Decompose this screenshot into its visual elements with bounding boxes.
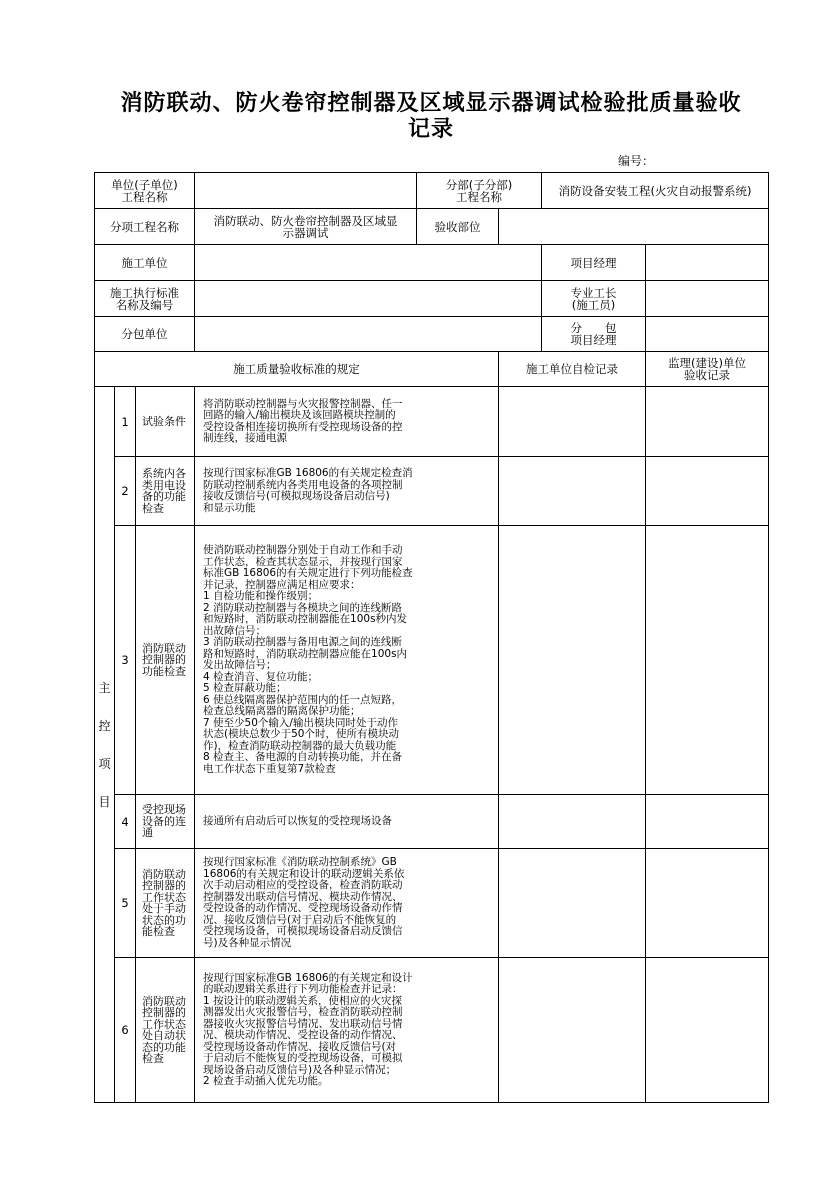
row-description: 按现行国家标准GB 16806的有关规定检查消 防联动控制系统内各类用电设备的各项控制 接收反馈信号(可模拟现场设备启动信号) 和显示功能: [195, 457, 499, 526]
row-description: 将消防联动控制器与火灾报警控制器、任一 回路的输入/输出模块及该回路模块控制的 受控设备相连接切换所有受控现场设备的控 制连线，接通电源: [195, 387, 499, 457]
table-row: [95, 387, 769, 457]
subcontract-manager-value[interactable]: [646, 317, 769, 352]
row-self-check[interactable]: [499, 387, 646, 457]
subcontract-unit-value[interactable]: [195, 317, 542, 352]
project-manager-label: 项目经理: [542, 245, 646, 281]
table-row: [95, 457, 769, 526]
table-row: [95, 526, 769, 795]
row-supervision[interactable]: [646, 526, 769, 795]
page-title: [94, 90, 768, 142]
table-row: [95, 795, 769, 849]
row-number: 4: [115, 795, 136, 849]
row-item: 系统内各 类用电设 备的功能 检查: [136, 457, 195, 526]
row-self-check[interactable]: [499, 526, 646, 795]
division-name-value[interactable]: 消防设备安装工程(火灾自动报警系统): [542, 173, 769, 209]
row-number: 2: [115, 457, 136, 526]
row-description: 按现行国家标准GB 16806的有关规定和设计 的联动逻辑关系进行下列功能检查并记录： 1 按设计的联动逻辑关系，使相应的火灾探 测器发出火灾报警信号，检查消防联动控制 器接收火灾报警信号情况、发出联动信号情 况、模块动作情况、受控设备的动作情况、 受控现场设备动作情况、接收反馈信号(对 于启动后不能恢复的受控现场设备，可模拟 现场设备启动反馈信号)及各种显示情况； 2 检查手动插入优先功能。: [195, 958, 499, 1103]
foreman-value[interactable]: [646, 281, 769, 317]
standard-label: 施工执行标准 名称及编号: [95, 281, 195, 317]
standard-column-header: 施工质量验收标准的规定: [95, 352, 499, 387]
row-supervision[interactable]: [646, 457, 769, 526]
row-number: 5: [115, 849, 136, 958]
table-row: [95, 849, 769, 958]
foreman-label: 专业工长 (施工员): [542, 281, 646, 317]
row-description: 按现行国家标准《消防联动控制系统》GB 16806的有关规定和设计的联动逻辑关系依 次手动启动相应的受控设备，检查消防联动 控制器发出联动信号情况、模块动作情况、 受控设备的动作情况、受控现场设备动作情 况、接收反馈信号(对于启动后不能恢复的 受控现场设备，可模拟现场设备启动反馈信 号)及各种显示情况: [195, 849, 499, 958]
title-line-1: 消防联动、防火卷帘控制器及区域显示器调试检验批质量验收: [120, 90, 742, 116]
row-self-check[interactable]: [499, 958, 646, 1103]
row-supervision[interactable]: [646, 795, 769, 849]
row-self-check[interactable]: [499, 457, 646, 526]
row-item: 消防联动 控制器的 工作状态 处于手动 状态的功 能检查: [136, 849, 195, 958]
row-item: 受控现场 设备的连 通: [136, 795, 195, 849]
row-description: 接通所有启动后可以恢复的受控现场设备: [195, 795, 499, 849]
row-self-check[interactable]: [499, 795, 646, 849]
standard-value[interactable]: [195, 281, 542, 317]
table-row: [95, 958, 769, 1103]
row-item: 消防联动 控制器的 功能检查: [136, 526, 195, 795]
row-supervision[interactable]: [646, 849, 769, 958]
project-manager-value[interactable]: [646, 245, 769, 281]
subcontract-manager-label: 分 包 项目经理: [542, 317, 646, 352]
check-location-label: 验收部位: [417, 209, 499, 245]
row-description: 使消防联动控制器分别处于自动工作和手动 工作状态，检查其状态显示，并按现行国家 标准GB 16806的有关规定进行下列功能检查 并记录，控制器应满足相应要求： 1 自检功能和操作级别； 2 消防联动控制器与各模块之间的连线断路 和短路时，消防联动控制器能在100s秒内发 出故障信号； 3 消防联动控制器与备用电源之间的连线断 路和短路时，消防联动控制器应能在100s内 发出故障信号； 4 检查消音、复位功能； 5 检查屏蔽功能； 6 使总线隔离器保护范围内的任一点短路， 检查总线隔离器的隔离保护功能； 7 使至少50个输入/输出模块同时处于动作 状态(模块总数少于50个时，使所有模块动 作)，检查消防联动控制器的最大负载功能 8 检查主、备电源的自动转换功能，并在备 电工作状态下重复第7款检查: [195, 526, 499, 795]
inspection-table: [94, 172, 769, 1103]
unit-name-label: 单位(子单位) 工程名称: [95, 173, 195, 209]
unit-name-value[interactable]: [195, 173, 417, 209]
supervision-column-header: 监理(建设)单位 验收记录: [646, 352, 769, 387]
check-location-value[interactable]: [499, 209, 769, 245]
title-line-2: 记录: [407, 116, 454, 142]
subcontract-unit-label: 分包单位: [95, 317, 195, 352]
sub-item-label: 分项工程名称: [95, 209, 195, 245]
row-number: 1: [115, 387, 136, 457]
row-number: 3: [115, 526, 136, 795]
row-supervision[interactable]: [646, 958, 769, 1103]
record-code-label: 编号：: [618, 154, 655, 168]
row-item: 试验条件: [136, 387, 195, 457]
row-number: 6: [115, 958, 136, 1103]
main-control-label: 主 控 项 目: [95, 387, 115, 1103]
sub-item-value[interactable]: 消防联动、防火卷帘控制器及区域显 示器调试: [195, 209, 417, 245]
construction-unit-value[interactable]: [195, 245, 542, 281]
row-self-check[interactable]: [499, 849, 646, 958]
construction-unit-label: 施工单位: [95, 245, 195, 281]
division-name-label: 分部(子分部) 工程名称: [417, 173, 542, 209]
row-item: 消防联动 控制器的 工作状态 处自动状 态的功能 检查: [136, 958, 195, 1103]
row-supervision[interactable]: [646, 387, 769, 457]
self-check-column-header: 施工单位自检记录: [499, 352, 646, 387]
